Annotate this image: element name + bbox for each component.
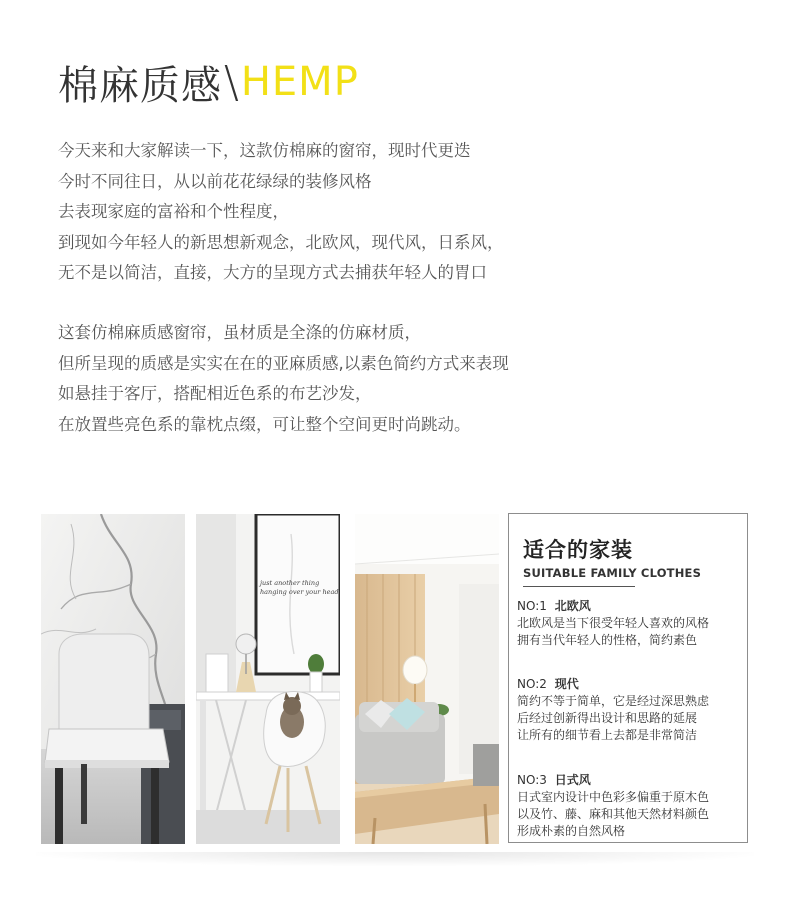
poster-line-1: just another thing bbox=[260, 579, 320, 587]
section-heading bbox=[58, 54, 359, 110]
heading-separator: \ bbox=[224, 56, 239, 108]
intro-paragraph-1 bbox=[58, 136, 504, 289]
style-description-line: 形成朴素的自然风格 bbox=[517, 824, 626, 838]
style-number: NO:2 bbox=[517, 677, 547, 691]
style-name: 现代 bbox=[554, 677, 579, 691]
style-description-line: 日式室内设计中色彩多偏重于原木色 bbox=[517, 790, 710, 804]
intro-paragraph-2 bbox=[58, 318, 509, 440]
style-description-line: 以及竹、藤、麻和其他天然材料颜色 bbox=[517, 807, 710, 821]
style-heading bbox=[517, 772, 743, 789]
style-item-modern bbox=[517, 676, 743, 744]
intro-line: 如悬挂于客厅，搭配相近色系的布艺沙发， bbox=[58, 384, 372, 403]
style-description-line: 北欧风是当下很受年轻人喜欢的风格 bbox=[517, 616, 710, 630]
card-subtitle: SUITABLE FAMILY CLOTHES bbox=[523, 566, 702, 580]
style-description-line: 让所有的细节看上去都是非常简洁 bbox=[517, 728, 698, 742]
intro-line: 但所呈现的质感是实实在在的亚麻质感,以素色简约方式来表现 bbox=[58, 353, 509, 373]
photo-desk-corner bbox=[196, 514, 340, 844]
style-heading bbox=[517, 598, 743, 615]
style-name: 日式风 bbox=[554, 773, 591, 787]
style-name: 北欧风 bbox=[554, 599, 591, 613]
style-item-japanese bbox=[517, 772, 743, 840]
style-number: NO:1 bbox=[517, 599, 547, 613]
intro-line: 无不是以简洁，直接，大方的呈现方式去捕获年轻人的胃口 bbox=[58, 263, 487, 282]
card-title: 适合的家装 bbox=[523, 538, 633, 562]
poster-line-2: hanging over your head bbox=[260, 588, 339, 596]
intro-line: 去表现家庭的富裕和个性程度， bbox=[58, 202, 289, 221]
style-heading bbox=[517, 676, 743, 693]
style-item-nordic bbox=[517, 598, 743, 649]
heading-english: HEMP bbox=[240, 59, 359, 105]
bottom-shadow bbox=[36, 852, 754, 866]
style-number: NO:3 bbox=[517, 773, 547, 787]
heading-chinese: 棉麻质感 bbox=[58, 62, 222, 109]
suitable-styles-card bbox=[508, 513, 748, 843]
intro-line: 今天来和大家解读一下，这款仿棉麻的窗帘，现时代更迭 bbox=[58, 141, 471, 160]
photo-marble-chair bbox=[41, 514, 185, 844]
style-description-line: 拥有当代年轻人的性格，简约素色 bbox=[517, 633, 698, 647]
intro-line: 这套仿棉麻质感窗帘，虽材质是全涤的仿麻材质， bbox=[58, 323, 421, 342]
intro-line: 到现如今年轻人的新思想新观念，北欧风，现代风，日系风， bbox=[58, 232, 504, 252]
card-divider bbox=[523, 586, 635, 587]
style-description-line: 后经过创新得出设计和思路的延展 bbox=[517, 711, 698, 725]
intro-line: 今时不同往日，从以前花花绿绿的装修风格 bbox=[58, 171, 372, 191]
style-description-line: 简约不等于简单，它是经过深思熟虑 bbox=[517, 694, 710, 708]
photo-living-room bbox=[355, 514, 499, 844]
intro-line: 在放置些亮色系的靠枕点缀，可让整个空间更时尚跳动。 bbox=[58, 414, 471, 434]
